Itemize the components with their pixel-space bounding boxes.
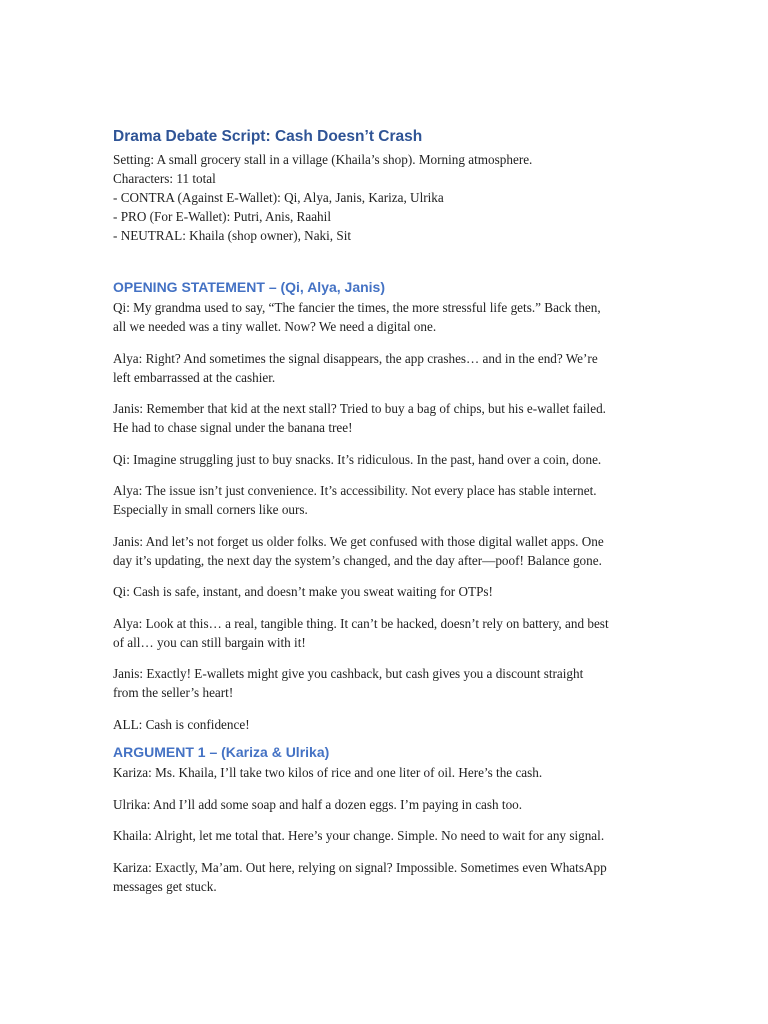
dialogue-paragraph	[113, 481, 673, 519]
dialogue-line: from the seller’s heart!	[113, 685, 234, 700]
dialogue-line: He had to chase signal under the banana tree!	[113, 420, 353, 435]
dialogue-paragraph	[113, 795, 673, 814]
intro-setting: Setting: A small grocery stall in a village (Khaila’s shop). Morning atmosphere.	[113, 152, 533, 167]
dialogue-line: left embarrassed at the cashier.	[113, 369, 276, 385]
intro-contra: - CONTRA (Against E-Wallet): Qi, Alya, Janis, Kariza, Ulrika	[113, 190, 444, 205]
sections-container	[113, 278, 673, 896]
dialogue-paragraph	[113, 858, 673, 896]
dialogue-line: Alya: Look at this… a real, tangible thing. It can’t be hacked, doesn’t rely on battery, and best	[113, 615, 609, 631]
intro-characters: Characters: 11 total	[113, 171, 216, 186]
dialogue-line: Khaila: Alright, let me total that. Here’s your change. Simple. No need to wait for any signal.	[113, 828, 605, 843]
intro-block	[113, 150, 673, 245]
dialogue-line: ALL: Cash is confidence!	[113, 716, 250, 732]
intro-pro: - PRO (For E-Wallet): Putri, Anis, Raahil	[113, 209, 331, 224]
dialogue-paragraph	[113, 763, 673, 782]
dialogue-line: Qi: My grandma used to say, “The fancier the times, the more stressful life gets.” Back then,	[113, 300, 601, 315]
section-heading: ARGUMENT 1 – (Kariza & Ulrika)	[113, 744, 330, 760]
section	[113, 743, 673, 896]
dialogue-paragraph	[113, 399, 673, 437]
dialogue-line: Qi: Cash is safe, instant, and doesn’t make you sweat waiting for OTPs!	[113, 584, 493, 599]
dialogue-paragraph	[113, 826, 673, 845]
dialogue-line: Especially in small corners like ours.	[113, 502, 308, 517]
dialogue-line: Janis: Remember that kid at the next stall? Tried to buy a bag of chips, but his e-wallet failed.	[113, 401, 606, 416]
document-title: Drama Debate Script: Cash Doesn’t Crash	[113, 128, 423, 145]
dialogue-line: Qi: Imagine struggling just to buy snacks. It’s ridiculous. In the past, hand over a coin, done.	[113, 451, 602, 467]
dialogue-line: of all… you can still bargain with it!	[113, 634, 306, 650]
section-heading: OPENING STATEMENT – (Qi, Alya, Janis)	[113, 279, 386, 295]
dialogue-paragraph	[113, 664, 673, 702]
dialogue-line: messages get stuck.	[113, 878, 217, 894]
dialogue-paragraph	[113, 582, 673, 601]
dialogue-line: day it’s updating, the next day the system’s changed, and the day after—poof! Balance gone.	[113, 552, 602, 568]
dialogue-line: Alya: Right? And sometimes the signal disappears, the app crashes… and in the end? We’re	[113, 350, 598, 366]
dialogue-line: Janis: Exactly! E-wallets might give you cashback, but cash gives you a discount straight	[113, 666, 584, 681]
dialogue-line: Janis: And let’s not forget us older folks. We get confused with those digital wallet apps. One	[113, 533, 604, 549]
intro-neutral: - NEUTRAL: Khaila (shop owner), Naki, Sit	[113, 228, 352, 243]
dialogue-line: Kariza: Ms. Khaila, I’ll take two kilos of rice and one liter of oil. Here’s the cash.	[113, 765, 543, 780]
dialogue-line: all we needed was a tiny wallet. Now? We need a digital one.	[113, 319, 437, 334]
dialogue-line: Kariza: Exactly, Ma’am. Out here, relying on signal? Impossible. Sometimes even WhatsApp	[113, 859, 607, 875]
dialogue-paragraph	[113, 450, 673, 469]
dialogue-line: Ulrika: And I’ll add some soap and half a dozen eggs. I’m paying in cash too.	[113, 796, 523, 812]
document-page	[113, 127, 673, 908]
dialogue-paragraph	[113, 349, 673, 387]
dialogue-paragraph	[113, 715, 673, 734]
dialogue-paragraph	[113, 614, 673, 652]
dialogue-paragraph	[113, 298, 673, 336]
dialogue-paragraph	[113, 532, 673, 570]
dialogue-line: Alya: The issue isn’t just convenience. It’s accessibility. Not every place has stable internet.	[113, 483, 597, 498]
section	[113, 278, 673, 734]
